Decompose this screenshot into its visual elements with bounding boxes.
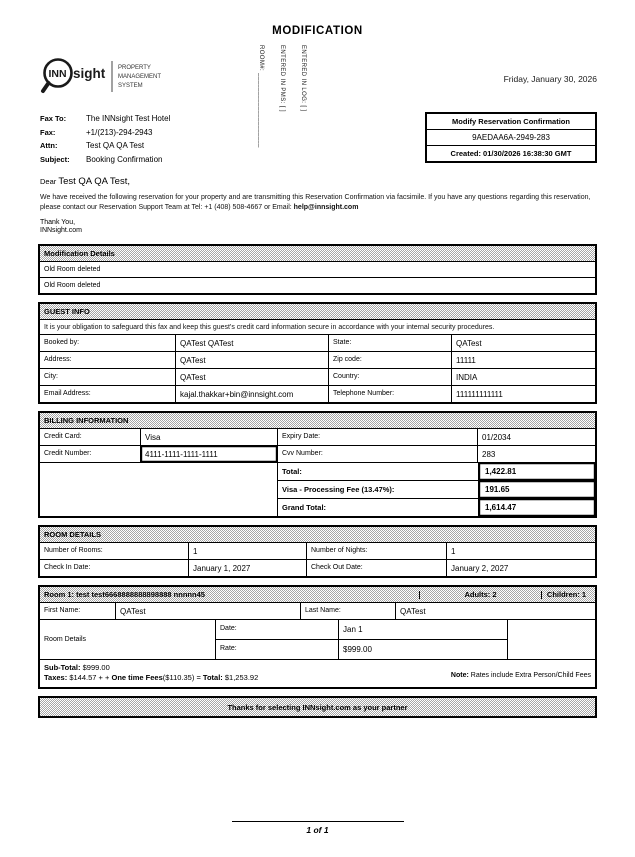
address-value: QATest: [175, 352, 328, 368]
guest-info-header: GUEST INFO: [40, 304, 595, 320]
letter-signature: INNsight.com: [40, 227, 83, 234]
room-1-title: Room 1: test test6668888888898888 nnnnn45: [44, 589, 205, 599]
number-of-rooms-label: Number of Rooms:: [44, 546, 103, 554]
letter-thanks: Thank You,: [40, 219, 76, 226]
billing-empty-cell: [40, 463, 278, 516]
svg-text:MANAGEMENT: MANAGEMENT: [118, 74, 162, 80]
rate-row: [216, 639, 507, 659]
check-in-label: Check In Date:: [44, 563, 91, 571]
fax-header-block: [40, 112, 170, 166]
rates-note: [451, 671, 591, 681]
greeting: [40, 176, 597, 187]
last-name-label: Last Name:: [300, 603, 395, 619]
guest-row: [40, 335, 595, 351]
email-label: Email Address:: [44, 389, 91, 397]
plus-sign: +: [98, 673, 103, 682]
fax-number-label: Fax:: [40, 127, 56, 137]
vertical-stamp: [258, 45, 306, 148]
credit-card-label: Credit Card:: [44, 432, 82, 440]
document-date: Friday, January 30, 2026: [503, 74, 597, 84]
fax-number-row: [40, 126, 170, 140]
total-value: 1,422.81: [478, 463, 595, 480]
check-out-value: January 2, 2027: [446, 560, 595, 576]
letter-paragraph: [40, 193, 597, 212]
city-value: QATest: [175, 369, 328, 385]
greeting-name: Test QA QA Test,: [58, 176, 130, 187]
taxes-label: Taxes:: [44, 673, 68, 682]
fax-to-row: [40, 112, 170, 126]
svg-text:sight: sight: [73, 66, 106, 81]
billing-totals: [40, 462, 595, 516]
fees-label: One time Fees: [111, 673, 163, 682]
document-title: MODIFICATION: [272, 25, 363, 37]
footer-divider: [232, 821, 404, 822]
total-label: Total:: [282, 467, 302, 476]
credit-number-label: Credit Number:: [44, 449, 92, 457]
equals-sign: =: [196, 673, 201, 682]
fax-attn-label: Attn:: [40, 141, 58, 150]
room-details-row: [40, 559, 595, 576]
room-1-rate-table: [40, 619, 595, 659]
booked-by-value: QATest QATest: [175, 335, 328, 351]
guest-row: [40, 351, 595, 368]
modification-row: Old Room deleted: [40, 277, 595, 293]
check-out-label: Check Out Date:: [306, 560, 446, 576]
grand-total-row: [278, 498, 595, 516]
rate-label: Rate:: [216, 640, 339, 659]
thanks-banner: Thanks for selecting INNsight.com as your partner: [38, 696, 597, 718]
taxes-value: $144.57: [69, 673, 97, 682]
cvv-value: 283: [477, 446, 595, 462]
confirmation-created: Created: 01/30/2026 16:38:30 GMT: [450, 149, 572, 158]
grand-total-value: 1,614.47: [478, 499, 595, 516]
greeting-prefix: Dear: [40, 177, 57, 186]
fax-to-label: Fax To:: [40, 114, 67, 123]
fax-subject-row: [40, 153, 170, 167]
magnifier-logo-icon: [40, 56, 200, 98]
credit-number-value: 4111-1111-1111-1111: [140, 446, 277, 462]
fees-value: ($110.35): [162, 673, 195, 682]
expiry-label: Expiry Date:: [277, 429, 477, 445]
billing-information-header: BILLING INFORMATION: [40, 413, 595, 429]
city-label: City:: [44, 372, 58, 380]
grand-total-label: Grand Total:: [282, 503, 327, 512]
letter-body: [40, 176, 597, 234]
number-of-nights-value: 1: [446, 543, 595, 559]
room-details-cell-label: Room Details: [40, 620, 216, 659]
credit-card-value: Visa: [140, 429, 277, 445]
billing-row: [40, 445, 595, 462]
date-row: [216, 620, 507, 639]
svg-text:PROPERTY: PROPERTY: [118, 65, 151, 71]
expiry-value: 01/2034: [477, 429, 595, 445]
fax-attn-row: [40, 139, 170, 153]
number-of-nights-label: Number of Nights:: [306, 543, 446, 559]
taxes-line: [44, 673, 591, 683]
processing-fee-row: [278, 480, 595, 498]
confirmation-box: [425, 112, 597, 163]
stamp-room-number: ROOM#: ____________________: [258, 45, 264, 148]
guest-info-section: [38, 302, 597, 404]
fax-number-value: +1/(213)-294-2943: [86, 127, 153, 137]
rate-table-empty-cell: [507, 620, 595, 659]
number-of-rooms-value: 1: [188, 543, 306, 559]
room-details-section: [38, 525, 597, 578]
cvv-label: Cvv Number:: [277, 446, 477, 462]
room-1-totals: [40, 659, 595, 687]
zip-label: Zip code:: [328, 352, 451, 368]
state-label: State:: [328, 335, 451, 351]
room-details-header: ROOM DETAILS: [40, 527, 595, 543]
note-label: Note:: [450, 672, 469, 679]
room-1-header: [40, 587, 595, 603]
guest-row: [40, 368, 595, 385]
processing-fee-value: 191.65: [478, 481, 595, 498]
first-name-label: First Name:: [44, 606, 81, 614]
stamp-entered-in-pms: ENTERED IN PMS: [ ]: [279, 45, 285, 112]
fax-subject-label: Subject:: [40, 154, 70, 164]
total-row: [278, 463, 595, 480]
room-total-label: Total:: [202, 673, 223, 682]
room-total-value: $1,253.92: [224, 673, 259, 682]
stamp-entered-in-log: ENTERED IN LOG: [ ]: [300, 45, 306, 112]
sub-total-label: Sub-Total:: [44, 663, 81, 672]
room-1-children: Children: 1: [541, 591, 591, 599]
billing-row: [40, 429, 595, 445]
processing-fee-label: Visa - Processing Fee (13.47%):: [282, 485, 395, 494]
fax-subject-value: Booking Confirmation: [86, 154, 163, 164]
billing-information-section: [38, 411, 597, 518]
room-1-adults: Adults: 2: [419, 591, 541, 599]
address-label: Address:: [44, 355, 72, 363]
room-details-row: [40, 543, 595, 559]
fax-to-value: The INNsight Test Hotel: [86, 114, 171, 123]
booked-by-label: Booked by:: [44, 338, 80, 346]
letter-text: We have received the following reservation for your property and are transmitting this Reservation Confirmation via facsimile. If you have any questions regarding this reservation, please contact our Reservation Support Team at Tel: +1 (408) 508-4667 or Email:: [40, 194, 591, 211]
date-label: Date:: [216, 620, 339, 639]
last-name-value: QATest: [395, 603, 595, 619]
country-value: INDIA: [451, 369, 595, 385]
check-in-value: January 1, 2027: [188, 560, 306, 576]
date-value: Jan 1: [343, 625, 363, 634]
svg-text:SYSTEM: SYSTEM: [118, 83, 143, 89]
state-value: QATest: [451, 335, 595, 351]
first-name-value: QATest: [115, 603, 300, 619]
taxes-formula: [44, 673, 258, 683]
svg-text:INN: INN: [48, 68, 67, 80]
room-1-section: [38, 585, 597, 689]
guest-row: [40, 385, 595, 402]
modification-row: Old Room deleted: [44, 266, 101, 273]
telephone-value: 111111111111: [451, 386, 595, 402]
sections: [38, 244, 597, 718]
telephone-label: Telephone Number:: [328, 386, 451, 402]
support-email: help@innsight.com: [293, 203, 359, 211]
page-number: 1 of 1: [306, 825, 329, 835]
modification-details-section: [38, 244, 597, 295]
plus-sign: +: [105, 673, 110, 682]
modification-details-header: Modification Details: [40, 246, 595, 262]
confirmation-box-title: Modify Reservation Confirmation: [427, 114, 595, 130]
fax-attn-value: Test QA QA Test: [86, 141, 145, 150]
sub-total-value: $999.00: [82, 663, 110, 672]
email-value: kajal.thakkar+bin@innsight.com: [175, 386, 328, 402]
confirmation-number: 9AEDAA6A-2949-283: [427, 130, 595, 146]
note-text: Rates include Extra Person/Child Fees: [470, 672, 591, 679]
rate-value: $999.00: [343, 645, 372, 654]
guest-security-notice: It is your obligation to safeguard this fax and keep this guest's credit card information secure in accordance with your internal security procedures.: [40, 320, 595, 335]
innsight-logo: [40, 56, 200, 103]
zip-value: 11111: [451, 352, 595, 368]
room-1-name-row: [40, 603, 595, 619]
country-label: Country:: [328, 369, 451, 385]
